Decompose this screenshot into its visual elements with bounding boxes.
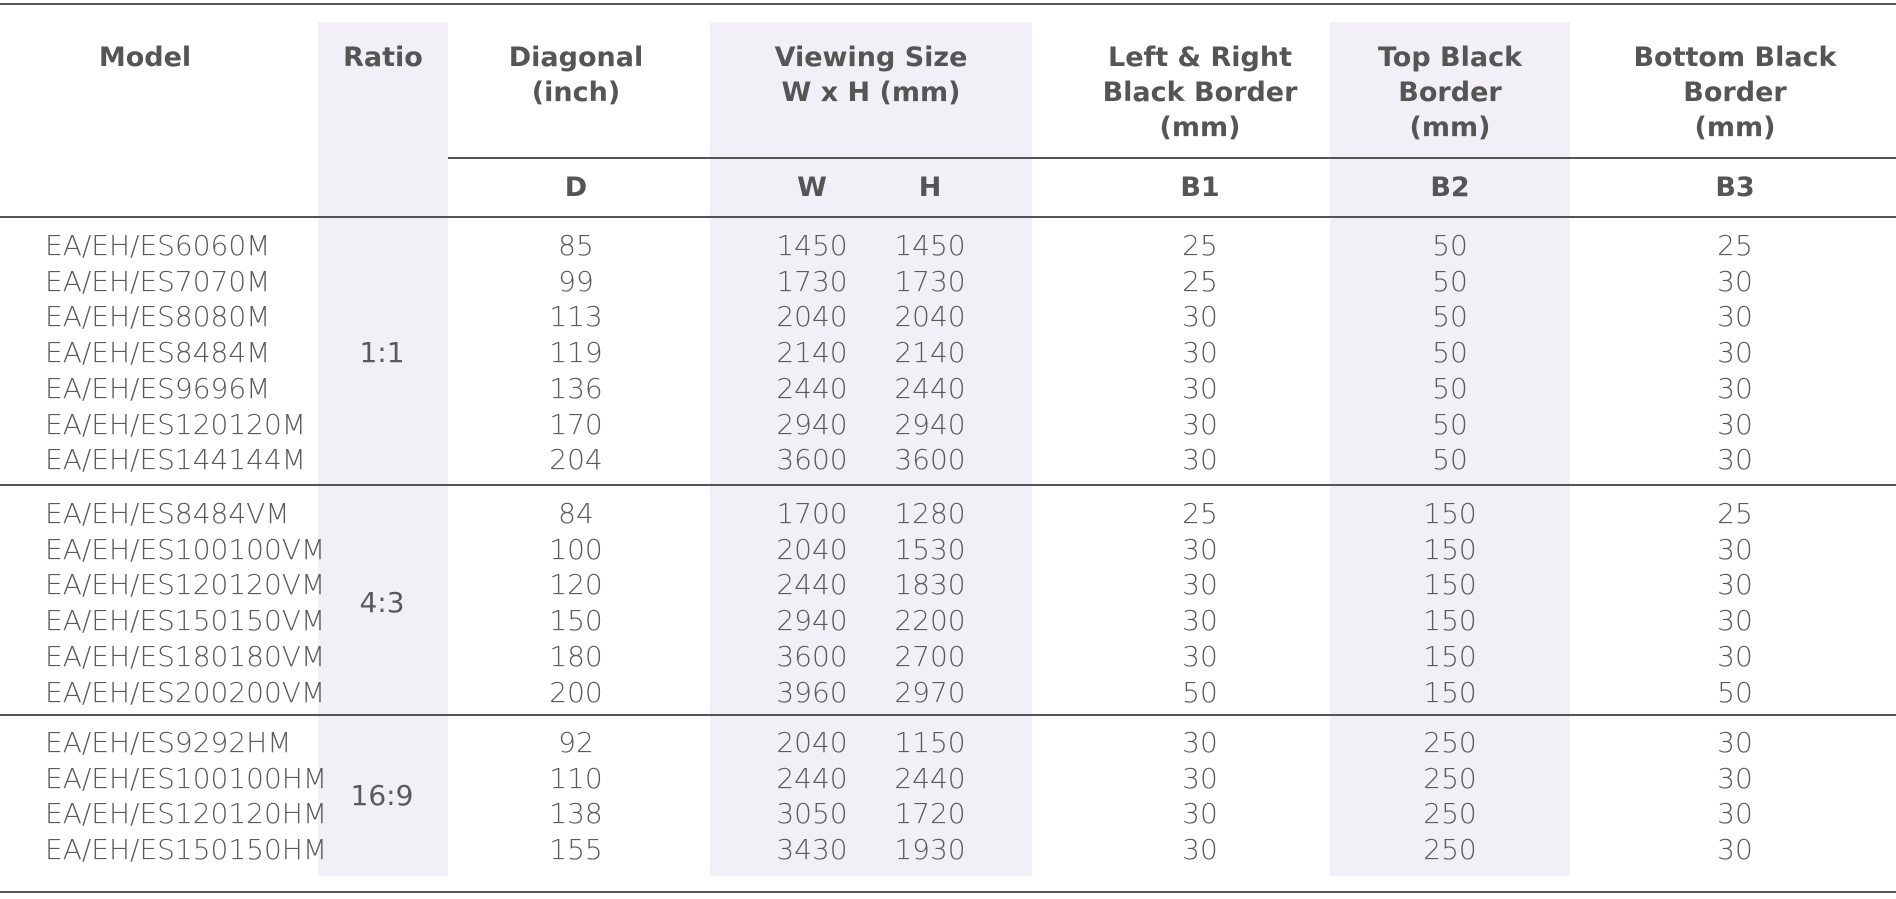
table-row xyxy=(0,496,1896,532)
table-row xyxy=(0,264,1896,300)
h-cell: 2200 xyxy=(894,604,966,638)
w-cell: 1450 xyxy=(776,229,848,262)
model-cell: EA/EH/ES144144M xyxy=(45,443,306,477)
h-cell: 1730 xyxy=(894,264,966,298)
subheader-b2: B2 xyxy=(1430,172,1470,203)
b1-cell: 30 xyxy=(1182,726,1218,759)
model-cell: EA/EH/ES9696M xyxy=(45,371,271,405)
d-cell: 120 xyxy=(549,568,603,602)
b2-cell: 250 xyxy=(1423,833,1477,867)
d-cell: 92 xyxy=(558,726,594,759)
d-cell: 113 xyxy=(549,300,603,334)
b1-cell: 30 xyxy=(1182,443,1218,477)
subheader-b1: B1 xyxy=(1180,172,1220,203)
b3-cell: 30 xyxy=(1717,336,1753,370)
d-cell: 138 xyxy=(549,797,603,831)
group-16-9 xyxy=(0,725,1896,867)
h-cell: 1450 xyxy=(894,229,966,262)
model-cell: EA/EH/ES120120VM xyxy=(45,568,326,602)
w-cell: 3430 xyxy=(776,833,848,867)
b3-cell: 30 xyxy=(1717,761,1753,795)
b1-cell: 30 xyxy=(1182,797,1218,831)
b2-cell: 50 xyxy=(1432,300,1468,334)
w-cell: 1730 xyxy=(776,264,848,298)
b1-cell: 50 xyxy=(1182,675,1218,709)
h-cell: 2140 xyxy=(894,336,966,370)
d-cell: 204 xyxy=(549,443,603,477)
h-cell: 2940 xyxy=(894,407,966,441)
h-cell: 2040 xyxy=(894,300,966,334)
subheader-d: D xyxy=(564,172,588,203)
subheader-b3: B3 xyxy=(1715,172,1755,203)
b3-cell: 30 xyxy=(1717,443,1753,477)
table-row xyxy=(0,371,1896,407)
b2-cell: 250 xyxy=(1423,797,1477,831)
b3-cell: 30 xyxy=(1717,833,1753,867)
b1-cell: 25 xyxy=(1182,229,1218,262)
header-ratio: Ratio xyxy=(343,42,423,73)
b2-cell: 150 xyxy=(1423,497,1477,530)
b2-cell: 150 xyxy=(1423,639,1477,673)
table-row xyxy=(0,442,1896,478)
d-cell: 119 xyxy=(549,336,603,370)
b1-cell: 30 xyxy=(1182,568,1218,602)
b3-cell: 25 xyxy=(1717,229,1753,262)
b1-cell: 30 xyxy=(1182,604,1218,638)
h-cell: 1530 xyxy=(894,532,966,566)
b2-cell: 50 xyxy=(1432,336,1468,370)
b1-cell: 30 xyxy=(1182,407,1218,441)
d-cell: 84 xyxy=(558,497,594,530)
b3-cell: 50 xyxy=(1717,675,1753,709)
w-cell: 2440 xyxy=(776,568,848,602)
table-top-rule xyxy=(0,3,1896,5)
w-cell: 2040 xyxy=(776,532,848,566)
d-cell: 180 xyxy=(549,639,603,673)
d-cell: 99 xyxy=(558,264,594,298)
b2-cell: 250 xyxy=(1423,761,1477,795)
table-row xyxy=(0,761,1896,797)
table-row xyxy=(0,796,1896,832)
w-cell: 2440 xyxy=(776,761,848,795)
header-bottom-rule xyxy=(0,216,1896,218)
h-cell: 3600 xyxy=(894,443,966,477)
subheader-w: W xyxy=(797,172,827,203)
b2-cell: 150 xyxy=(1423,675,1477,709)
h-cell: 1280 xyxy=(894,497,966,530)
h-cell: 1720 xyxy=(894,797,966,831)
model-cell: EA/EH/ES7070M xyxy=(45,264,271,298)
ratio-cell: 4:3 xyxy=(359,586,405,620)
w-cell: 2040 xyxy=(776,726,848,759)
table-row xyxy=(0,228,1896,264)
b3-cell: 25 xyxy=(1717,497,1753,530)
b2-cell: 150 xyxy=(1423,532,1477,566)
table-row xyxy=(0,832,1896,868)
group-1-1 xyxy=(0,228,1896,478)
header-viewing-size: Viewing Size W x H (mm) xyxy=(774,42,968,108)
model-cell: EA/EH/ES180180VM xyxy=(45,639,326,673)
b1-cell: 30 xyxy=(1182,639,1218,673)
model-cell: EA/EH/ES8484VM xyxy=(45,497,290,530)
h-cell: 2700 xyxy=(894,639,966,673)
b3-cell: 30 xyxy=(1717,726,1753,759)
b3-cell: 30 xyxy=(1717,568,1753,602)
group-divider-1 xyxy=(0,484,1896,486)
d-cell: 150 xyxy=(549,604,603,638)
d-cell: 200 xyxy=(549,675,603,709)
b2-cell: 50 xyxy=(1432,264,1468,298)
b2-cell: 50 xyxy=(1432,443,1468,477)
header-bottom-border: Bottom Black Border (mm) xyxy=(1633,42,1837,143)
w-cell: 2940 xyxy=(776,604,848,638)
w-cell: 3960 xyxy=(776,675,848,709)
b2-cell: 150 xyxy=(1423,568,1477,602)
header-diagonal: Diagonal (inch) xyxy=(508,42,644,108)
table-row xyxy=(0,639,1896,675)
header-left-right-border: Left & Right Black Border (mm) xyxy=(1102,42,1298,143)
d-cell: 110 xyxy=(549,761,603,795)
w-cell: 2440 xyxy=(776,371,848,405)
d-cell: 85 xyxy=(558,229,594,262)
ratio-cell: 16:9 xyxy=(350,779,414,813)
h-cell: 1930 xyxy=(894,833,966,867)
table-row xyxy=(0,335,1896,371)
b1-cell: 30 xyxy=(1182,532,1218,566)
w-cell: 3050 xyxy=(776,797,848,831)
b3-cell: 30 xyxy=(1717,407,1753,441)
model-cell: EA/EH/ES9292HM xyxy=(45,726,292,759)
model-cell: EA/EH/ES6060M xyxy=(45,229,271,262)
model-cell: EA/EH/ES8080M xyxy=(45,300,271,334)
model-cell: EA/EH/ES100100VM xyxy=(45,532,326,566)
b1-cell: 30 xyxy=(1182,300,1218,334)
d-cell: 155 xyxy=(549,833,603,867)
ratio-cell: 1:1 xyxy=(359,335,405,369)
w-cell: 3600 xyxy=(776,639,848,673)
group-4-3 xyxy=(0,496,1896,708)
w-cell: 3600 xyxy=(776,443,848,477)
b3-cell: 30 xyxy=(1717,371,1753,405)
model-cell: EA/EH/ES120120M xyxy=(45,407,306,441)
model-cell: EA/EH/ES120120HM xyxy=(45,797,328,831)
b3-cell: 30 xyxy=(1717,639,1753,673)
table-row xyxy=(0,567,1896,603)
b1-cell: 25 xyxy=(1182,497,1218,530)
table-row xyxy=(0,603,1896,639)
d-cell: 136 xyxy=(549,371,603,405)
header-top-border: Top Black Border (mm) xyxy=(1377,42,1523,143)
table-row xyxy=(0,725,1896,761)
group-divider-2 xyxy=(0,714,1896,716)
w-cell: 2140 xyxy=(776,336,848,370)
model-cell: EA/EH/ES200200VM xyxy=(45,675,326,709)
d-cell: 100 xyxy=(549,532,603,566)
w-cell: 2040 xyxy=(776,300,848,334)
h-cell: 2970 xyxy=(894,675,966,709)
b2-cell: 50 xyxy=(1432,229,1468,262)
h-cell: 1830 xyxy=(894,568,966,602)
b2-cell: 50 xyxy=(1432,407,1468,441)
table-row xyxy=(0,675,1896,711)
b2-cell: 150 xyxy=(1423,604,1477,638)
h-cell: 1150 xyxy=(894,726,966,759)
b2-cell: 250 xyxy=(1423,726,1477,759)
header-sub-rule xyxy=(448,157,1896,159)
w-cell: 1700 xyxy=(776,497,848,530)
b3-cell: 30 xyxy=(1717,300,1753,334)
b3-cell: 30 xyxy=(1717,264,1753,298)
b1-cell: 30 xyxy=(1182,833,1218,867)
table-row xyxy=(0,532,1896,568)
table-bottom-rule xyxy=(0,891,1896,893)
model-cell: EA/EH/ES150150HM xyxy=(45,833,328,867)
b1-cell: 30 xyxy=(1182,371,1218,405)
subheader-h: H xyxy=(918,172,942,203)
h-cell: 2440 xyxy=(894,371,966,405)
b2-cell: 50 xyxy=(1432,371,1468,405)
model-cell: EA/EH/ES8484M xyxy=(45,336,271,370)
b3-cell: 30 xyxy=(1717,604,1753,638)
b1-cell: 30 xyxy=(1182,336,1218,370)
model-cell: EA/EH/ES150150VM xyxy=(45,604,326,638)
b1-cell: 25 xyxy=(1182,264,1218,298)
table-row xyxy=(0,299,1896,335)
w-cell: 2940 xyxy=(776,407,848,441)
b1-cell: 30 xyxy=(1182,761,1218,795)
model-cell: EA/EH/ES100100HM xyxy=(45,761,328,795)
h-cell: 2440 xyxy=(894,761,966,795)
table-row xyxy=(0,407,1896,443)
d-cell: 170 xyxy=(549,407,603,441)
b3-cell: 30 xyxy=(1717,797,1753,831)
header-model: Model xyxy=(98,42,192,73)
b3-cell: 30 xyxy=(1717,532,1753,566)
